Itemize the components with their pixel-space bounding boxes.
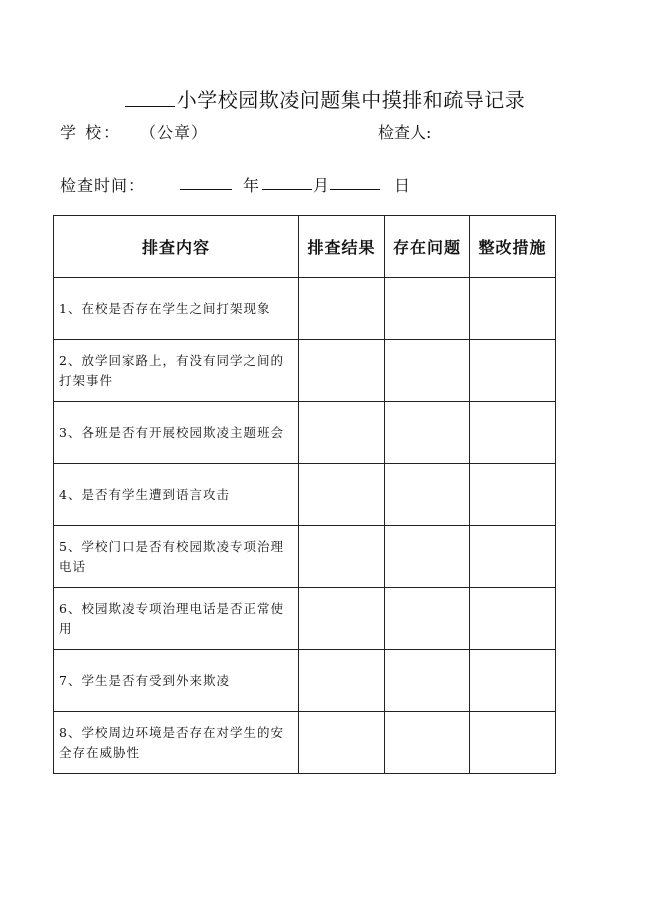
- school-name-blank[interactable]: [125, 88, 175, 107]
- inspection-table: [53, 215, 556, 774]
- row-measure-cell[interactable]: [470, 340, 556, 402]
- year-unit: 年: [243, 176, 260, 195]
- table-row: [54, 526, 556, 588]
- row-problem-cell[interactable]: [385, 650, 470, 712]
- table-row: [54, 340, 556, 402]
- column-header-problem: 存在问题: [385, 216, 470, 278]
- row-measure-cell[interactable]: [470, 464, 556, 526]
- day-blank[interactable]: [330, 189, 380, 190]
- year-blank[interactable]: [180, 189, 232, 190]
- document-title: [0, 84, 650, 113]
- row-content-cell: 6、校园欺凌专项治理电话是否正常使用: [54, 588, 299, 650]
- row-result-cell[interactable]: [299, 278, 385, 340]
- row-result-cell[interactable]: [299, 340, 385, 402]
- row-result-cell[interactable]: [299, 588, 385, 650]
- row-problem-cell[interactable]: [385, 464, 470, 526]
- row-measure-cell[interactable]: [470, 650, 556, 712]
- row-content-cell: 1、在校是否存在学生之间打架现象: [54, 278, 299, 340]
- row-measure-cell[interactable]: [470, 402, 556, 464]
- row-result-cell[interactable]: [299, 526, 385, 588]
- month-unit: 月: [313, 176, 330, 195]
- row-content-cell: 8、学校周边环境是否存在对学生的安全存在威胁性: [54, 712, 299, 774]
- row-problem-cell[interactable]: [385, 712, 470, 774]
- document-title-text: 小学校园欺凌问题集中摸排和疏导记录: [176, 88, 526, 112]
- row-problem-cell[interactable]: [385, 278, 470, 340]
- column-header-measure: 整改措施: [470, 216, 556, 278]
- row-problem-cell[interactable]: [385, 526, 470, 588]
- column-header-content: 排查内容: [54, 216, 299, 278]
- school-label: 学 校：: [60, 123, 122, 142]
- inspection-time-label: 检查时间：: [60, 176, 146, 195]
- row-measure-cell[interactable]: [470, 588, 556, 650]
- inspector-label: 检查人:: [378, 123, 432, 142]
- row-measure-cell[interactable]: [470, 278, 556, 340]
- table-row: [54, 650, 556, 712]
- row-result-cell[interactable]: [299, 712, 385, 774]
- row-measure-cell[interactable]: [470, 526, 556, 588]
- row-result-cell[interactable]: [299, 402, 385, 464]
- row-content-cell: 3、各班是否有开展校园欺凌主题班会: [54, 402, 299, 464]
- row-content-cell: 4、是否有学生遭到语言攻击: [54, 464, 299, 526]
- row-result-cell[interactable]: [299, 464, 385, 526]
- row-content-cell: 5、学校门口是否有校园欺凌专项治理电话: [54, 526, 299, 588]
- column-header-result: 排查结果: [299, 216, 385, 278]
- table-row: [54, 464, 556, 526]
- day-unit: 日: [394, 176, 411, 195]
- row-result-cell[interactable]: [299, 650, 385, 712]
- row-measure-cell[interactable]: [470, 712, 556, 774]
- table-row: [54, 588, 556, 650]
- table-header-row: [54, 216, 556, 278]
- row-content-cell: 7、学生是否有受到外来欺凌: [54, 650, 299, 712]
- row-problem-cell[interactable]: [385, 588, 470, 650]
- row-problem-cell[interactable]: [385, 340, 470, 402]
- table-row: [54, 712, 556, 774]
- table-row: [54, 402, 556, 464]
- table-row: [54, 278, 556, 340]
- row-content-cell: 2、放学回家路上，有没有同学之间的打架事件: [54, 340, 299, 402]
- row-problem-cell[interactable]: [385, 402, 470, 464]
- month-blank[interactable]: [262, 189, 312, 190]
- school-seal-label: （公章）: [140, 123, 209, 142]
